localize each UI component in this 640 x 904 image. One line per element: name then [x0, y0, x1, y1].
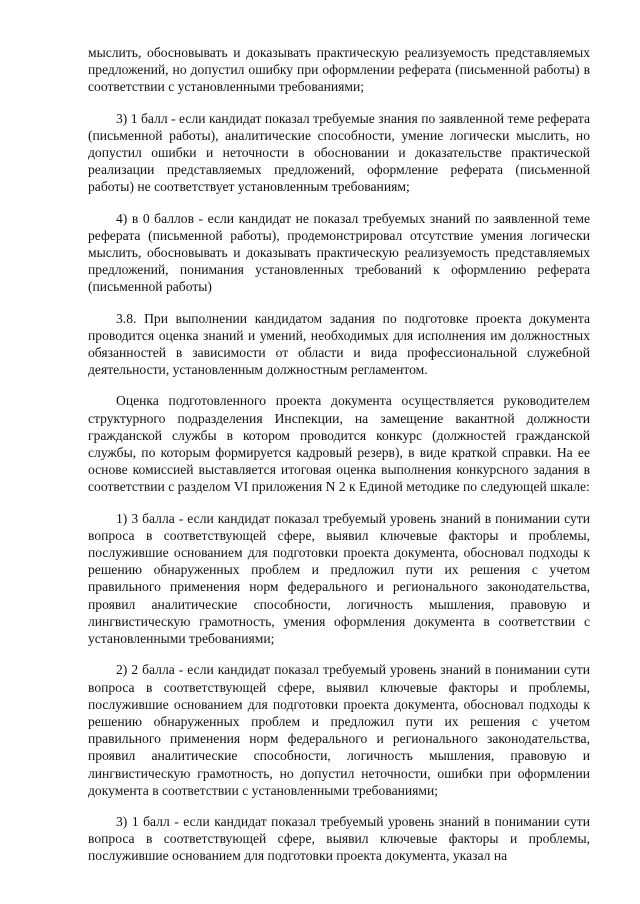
paragraph-doc-score-1: 3) 1 балл - если кандидат показал требуемый уровень знаний в понимании сути вопроса в соответствующей сфере, выявил ключевые факторы и проблемы, послужившие основанием для подготовки проекта документа, указал на [88, 813, 590, 864]
paragraph-section-3-8: 3.8. При выполнении кандидатом задания по подготовке проекта документа проводится оценка знаний и умений, необходимых для исполнения им должностных обязанностей в зависимости от области и вида профессиональной служебной деятельности, установленным должностным регламентом. [88, 310, 590, 378]
paragraph-essay-score-1: 3) 1 балл - если кандидат показал требуемые знания по заявленной теме реферата (письменной работы), аналитические способности, умение логически мыслить, но допустил ошибки и неточности в обосновании и доказательстве практической реализации представляемых предложений, оформление реферата (письменной работы) не соответствует установленным требованиям; [88, 110, 590, 195]
paragraph-assessment-procedure: Оценка подготовленного проекта документа осуществляется руководителем структурного подразделения Инспекции, на замещение вакантной должности гражданской службы в котором проводится конкурс (должностей гражданской службы, по которым формируется кадровый резерв), в виде краткой справки. На ее основе комиссией выставляется итоговая оценка выполнения конкурсного задания в соответствии с разделом VI приложения N 2 к Единой методике по следующей шкале: [88, 393, 590, 495]
paragraph-essay-score-0: 4) в 0 баллов - если кандидат не показал требуемых знаний по заявленной теме реферата (письменной работы), продемонстрировал отсутствие умения логически мыслить, обосновывать и доказывать практическую реализуемость представляемых предложений, понимания установленных требований к оформлению реферата (письменной работы) [88, 210, 590, 295]
paragraph-doc-score-3: 1) 3 балла - если кандидат показал требуемый уровень знаний в понимании сути вопроса в соответствующей сфере, выявил ключевые факторы и проблемы, послужившие основанием для подготовки проекта документа, обосновал подходы к решению обнаруженных проблем и предложил пути их решения с учетом правильного применения норм федерального и регионального законодательства, проявил аналитические способности, логичность мышления, правовую и лингвистическую грамотность, умения оформления документа в соответствии с установленными требованиями; [88, 510, 590, 647]
paragraph-doc-score-2: 2) 2 балла - если кандидат показал требуемый уровень знаний в понимании сути вопроса в соответствующей сфере, выявил ключевые факторы и проблемы, послужившие основанием для подготовки проекта документа, обосновал подходы к решению обнаруженных проблем и предложил пути их решения с учетом правильного применения норм федерального и регионального законодательства, проявил аналитические способности, логичность мышления, правовую и лингвистическую грамотность, но допустил неточности, ошибки при оформлении документа в соответствии с установленными требованиями; [88, 662, 590, 798]
document-page [88, 44, 590, 879]
paragraph-continuation: мыслить, обосновывать и доказывать практическую реализуемость представляемых предложений, но допустил ошибку при оформлении реферата (письменной работы) в соответствии с установленными требованиями; [88, 45, 590, 95]
